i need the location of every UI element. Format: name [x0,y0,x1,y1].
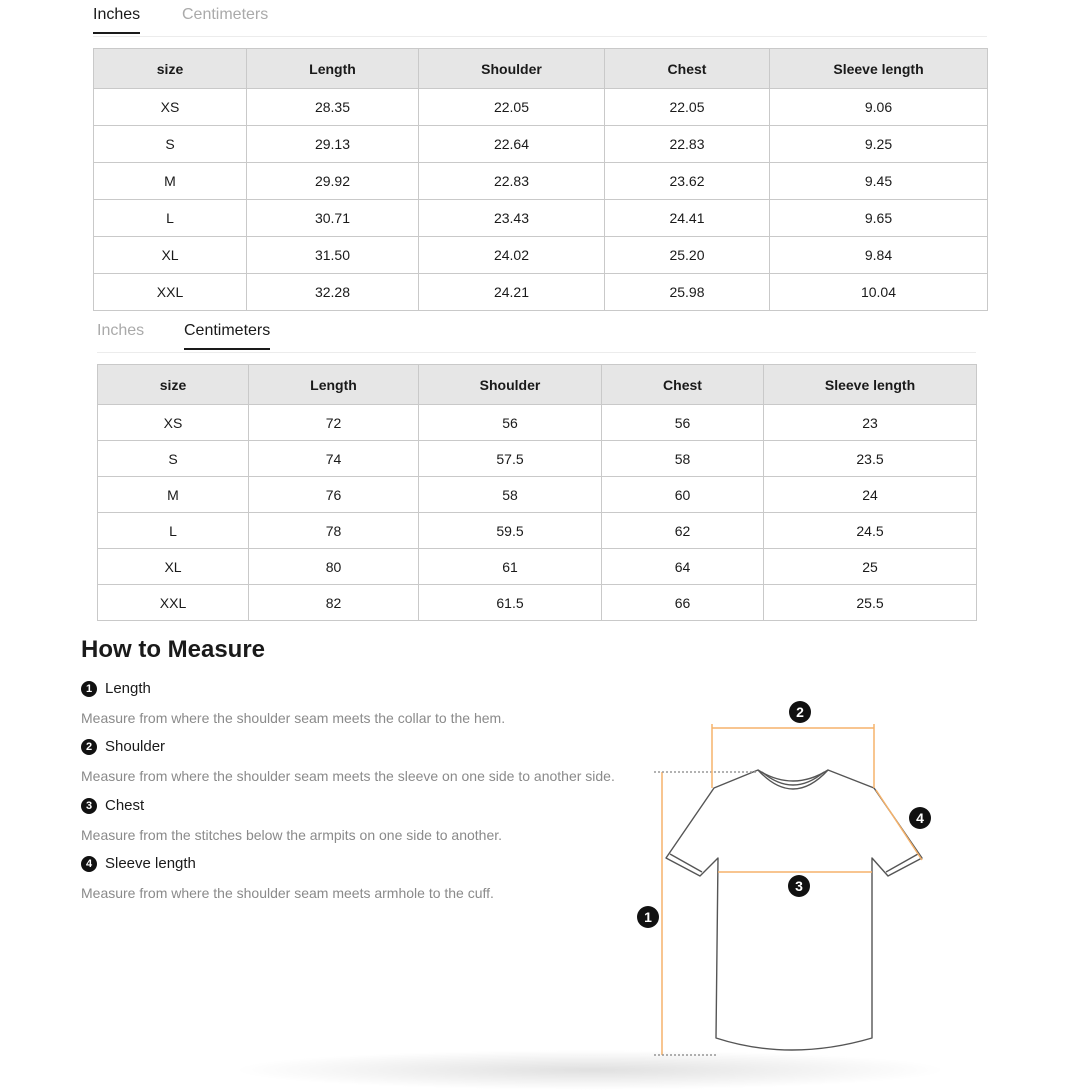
header-size: size [94,49,247,89]
cell-size: M [98,477,249,513]
table-row [94,89,988,126]
cell-length: 31.50 [247,237,419,274]
cell-shoulder: 61.5 [419,585,602,621]
size-table-inches [93,48,988,311]
cell-chest: 62 [602,513,764,549]
cell-chest: 58 [602,441,764,477]
tshirt-outline-icon [630,690,950,1070]
cell-shoulder: 22.05 [419,89,605,126]
size-table-centimeters [97,364,977,621]
measure-label: Shoulder [105,738,166,755]
cell-sleeve: 9.45 [770,163,988,200]
cell-shoulder: 24.21 [419,274,605,311]
measure-description: Measure from where the shoulder seam meets the sleeve on one side to another side. [81,768,615,784]
cell-size: M [94,163,247,200]
table-row [98,441,977,477]
table-row [94,163,988,200]
cell-shoulder: 23.43 [419,200,605,237]
header-shoulder: Shoulder [419,365,602,405]
diagram-marker-4 [909,807,931,829]
cell-sleeve: 10.04 [770,274,988,311]
cell-length: 80 [249,549,419,585]
number-2-icon: 2 [81,739,97,755]
cell-chest: 24.41 [605,200,770,237]
cell-length: 82 [249,585,419,621]
cell-size: L [94,200,247,237]
cell-size: S [94,126,247,163]
header-shoulder: Shoulder [419,49,605,89]
measure-item-chest [81,797,502,843]
cell-sleeve: 25.5 [764,585,977,621]
cell-shoulder: 59.5 [419,513,602,549]
cell-sleeve: 23.5 [764,441,977,477]
cell-size: XXL [94,274,247,311]
cell-chest: 66 [602,585,764,621]
table-row [98,405,977,441]
diagram-marker-1 [637,906,659,928]
table-row [94,200,988,237]
tab-inches[interactable]: Inches [97,322,145,339]
cell-sleeve: 9.84 [770,237,988,274]
cell-size: XL [94,237,247,274]
cell-shoulder: 61 [419,549,602,585]
cell-size: XS [94,89,247,126]
number-3-icon: 3 [81,798,97,814]
bottom-shadow [230,1050,950,1090]
how-to-measure-title: How to Measure [81,636,266,663]
cell-size: S [98,441,249,477]
unit-tabs-top [93,0,987,37]
cell-chest: 25.98 [605,274,770,311]
measure-heading [81,680,505,697]
cell-length: 78 [249,513,419,549]
tab-centimeters[interactable]: Centimeters [184,322,270,350]
cell-sleeve: 9.65 [770,200,988,237]
header-length: Length [249,365,419,405]
measure-label: Sleeve length [105,855,196,872]
table-row [94,237,988,274]
measurement-diagram [630,690,950,1070]
measure-description: Measure from where the shoulder seam meets armhole to the cuff. [81,885,494,901]
cell-sleeve: 24.5 [764,513,977,549]
cell-shoulder: 58 [419,477,602,513]
cell-size: XXL [98,585,249,621]
cell-shoulder: 22.64 [419,126,605,163]
header-size: size [98,365,249,405]
cell-size: XL [98,549,249,585]
cell-length: 29.92 [247,163,419,200]
cell-length: 29.13 [247,126,419,163]
measure-description: Measure from the stitches below the armpits on one side to another. [81,827,503,843]
cell-length: 32.28 [247,274,419,311]
diagram-marker-3 [788,875,810,897]
cell-chest: 25.20 [605,237,770,274]
unit-tabs-bottom [97,316,976,353]
header-sleeve-length: Sleeve length [764,365,977,405]
measure-item-length [81,680,505,726]
measure-label: Chest [105,797,145,814]
cell-chest: 60 [602,477,764,513]
cell-chest: 64 [602,549,764,585]
cell-chest: 22.05 [605,89,770,126]
cell-size: XS [98,405,249,441]
table-header-row [94,49,988,89]
table-row [94,126,988,163]
cell-sleeve: 24 [764,477,977,513]
header-sleeve-length: Sleeve length [770,49,988,89]
cell-size: L [98,513,249,549]
table-row [98,585,977,621]
measure-item-shoulder [81,738,615,784]
measure-heading [81,738,615,755]
table-row [98,549,977,585]
tab-inches[interactable]: Inches [93,6,140,34]
cell-shoulder: 22.83 [419,163,605,200]
svg-text:2: 2 [796,704,804,720]
header-chest: Chest [605,49,770,89]
cell-chest: 22.83 [605,126,770,163]
measure-heading [81,797,502,814]
cell-sleeve: 23 [764,405,977,441]
cell-length: 30.71 [247,200,419,237]
measure-description: Measure from where the shoulder seam meets the collar to the hem. [81,710,506,726]
measure-item-sleeve-length [81,855,494,901]
cell-shoulder: 57.5 [419,441,602,477]
cell-shoulder: 56 [419,405,602,441]
table-row [94,274,988,311]
cell-length: 76 [249,477,419,513]
table-header-row [98,365,977,405]
cell-length: 28.35 [247,89,419,126]
table-row [98,477,977,513]
cell-sleeve: 9.06 [770,89,988,126]
number-4-icon: 4 [81,856,97,872]
cell-chest: 23.62 [605,163,770,200]
header-chest: Chest [602,365,764,405]
cell-sleeve: 9.25 [770,126,988,163]
cell-shoulder: 24.02 [419,237,605,274]
measure-heading [81,855,494,872]
cell-sleeve: 25 [764,549,977,585]
measure-label: Length [105,680,151,697]
cell-length: 74 [249,441,419,477]
table-row [98,513,977,549]
cell-chest: 56 [602,405,764,441]
svg-text:4: 4 [916,810,924,826]
svg-text:1: 1 [644,909,652,925]
diagram-marker-2 [789,701,811,723]
svg-text:3: 3 [795,878,803,894]
number-1-icon: 1 [81,681,97,697]
cell-length: 72 [249,405,419,441]
tab-centimeters[interactable]: Centimeters [182,6,269,23]
header-length: Length [247,49,419,89]
